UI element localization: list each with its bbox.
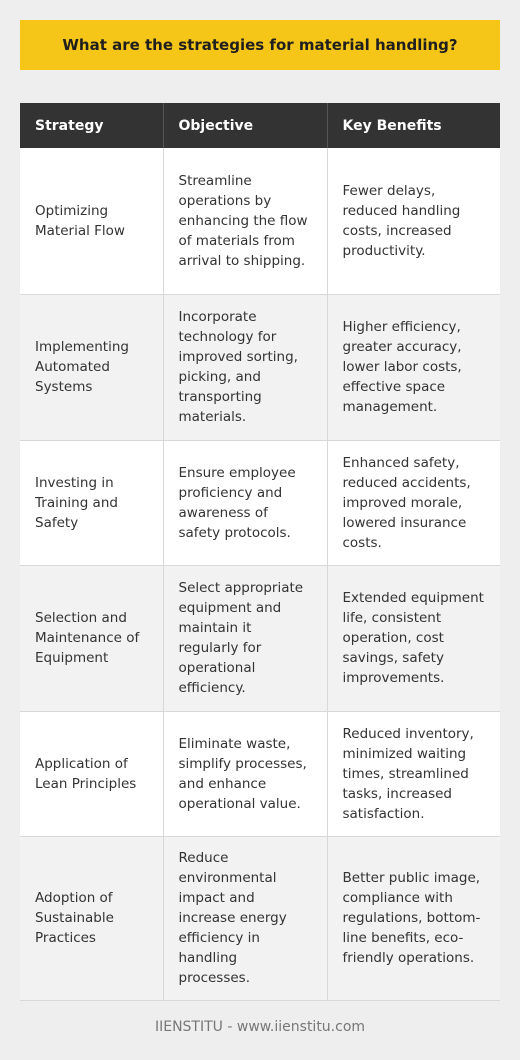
benefits-cell: Fewer delays, reduced handling costs, increased productivity. [327, 148, 500, 294]
header-key-benefits: Key Benefits [327, 103, 500, 148]
header-strategy: Strategy [20, 103, 163, 148]
strategy-cell: Application of Lean Principles [20, 711, 163, 836]
objective-cell: Eliminate waste, simplify processes, and enhance operational value. [163, 711, 327, 836]
table-row [20, 565, 500, 711]
header-objective: Objective [163, 103, 327, 148]
title-banner [20, 20, 500, 70]
table-row [20, 836, 500, 1000]
table-row [20, 148, 500, 294]
objective-cell: Reduce environmental impact and increase energy efficiency in handling processes. [163, 836, 327, 1000]
benefits-cell: Better public image, compliance with regulations, bottom-line benefits, eco-friendly operations. [327, 836, 500, 1000]
table-row [20, 294, 500, 440]
objective-cell: Incorporate technology for improved sorting, picking, and transporting materials. [163, 294, 327, 440]
objective-cell: Ensure employee proficiency and awareness of safety protocols. [163, 440, 327, 565]
table-row [20, 440, 500, 565]
table-header-row [20, 103, 500, 148]
strategies-table [20, 103, 500, 1001]
strategy-cell: Adoption of Sustainable Practices [20, 836, 163, 1000]
strategy-cell: Optimizing Material Flow [20, 148, 163, 294]
benefits-cell: Reduced inventory, minimized waiting times, streamlined tasks, increased satisfaction. [327, 711, 500, 836]
benefits-cell: Enhanced safety, reduced accidents, improved morale, lowered insurance costs. [327, 440, 500, 565]
strategy-cell: Investing in Training and Safety [20, 440, 163, 565]
strategy-cell: Implementing Automated Systems [20, 294, 163, 440]
objective-cell: Streamline operations by enhancing the flow of materials from arrival to shipping. [163, 148, 327, 294]
objective-cell: Select appropriate equipment and maintain it regularly for operational efficiency. [163, 565, 327, 711]
page-title: What are the strategies for material handling? [62, 36, 458, 54]
table-row [20, 711, 500, 836]
benefits-cell: Higher efficiency, greater accuracy, lower labor costs, effective space management. [327, 294, 500, 440]
footer-credit: IIENSTITU - www.iienstitu.com [154, 1019, 366, 1035]
benefits-cell: Extended equipment life, consistent operation, cost savings, safety improvements. [327, 565, 500, 711]
strategy-cell: Selection and Maintenance of Equipment [20, 565, 163, 711]
